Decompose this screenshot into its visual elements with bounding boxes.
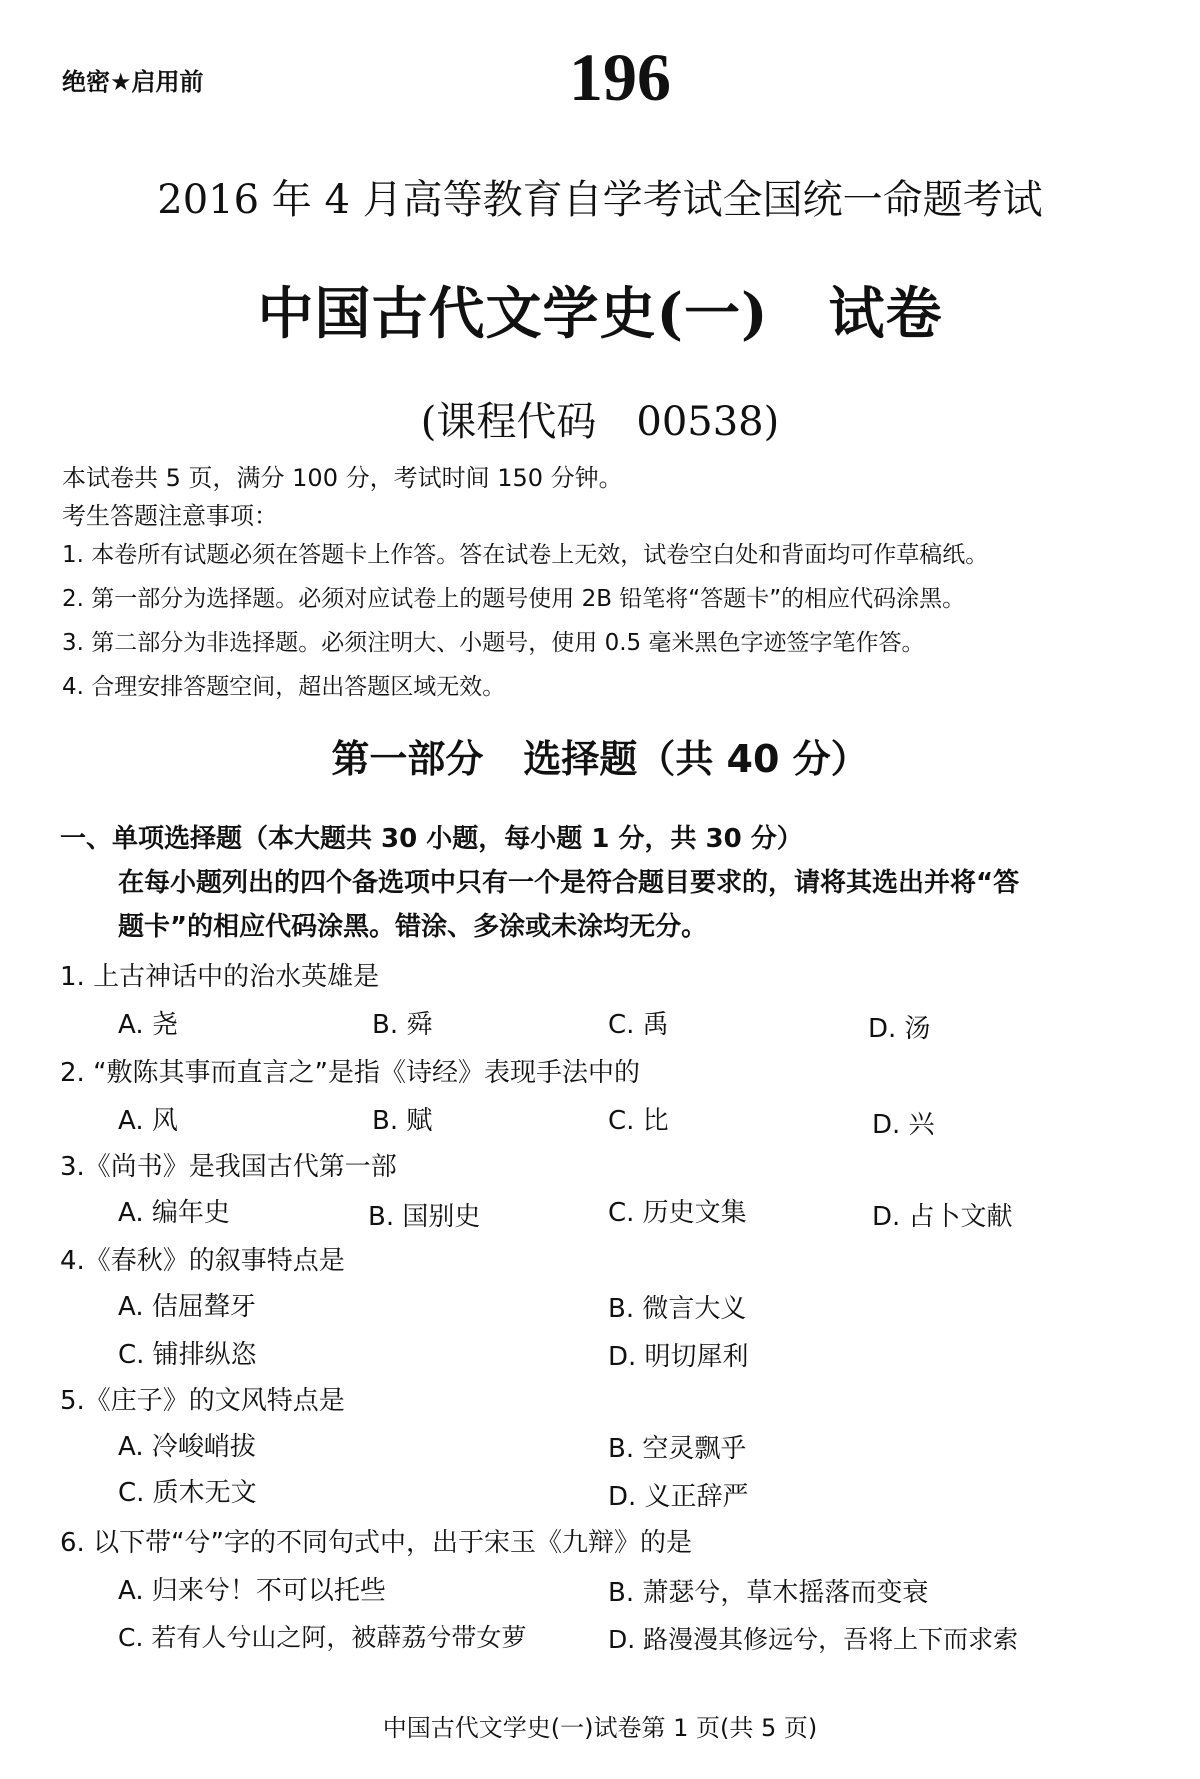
- paper-title: [0, 270, 1200, 350]
- question-stem: 3.《尚书》是我国古代第一部: [60, 1152, 397, 1182]
- section-heading: 一、单项选择题（本大题共 30 小题，每小题 1 分，共 30 分）: [60, 824, 803, 854]
- option-d: D. 汤: [868, 1014, 931, 1044]
- question-stem: 6. 以下带“兮”字的不同句式中，出于宋玉《九辩》的是: [60, 1528, 693, 1558]
- page-footer: 中国古代文学史(一)试卷第 1 页(共 5 页): [382, 1714, 818, 1742]
- question-stem: 5.《庄子》的文风特点是: [60, 1386, 345, 1416]
- paper-summary: 本试卷共 5 页，满分 100 分，考试时间 150 分钟。: [62, 464, 623, 492]
- option-a: A. 归来兮！不可以托些: [118, 1576, 386, 1606]
- notice-item: 4. 合理安排答题空间，超出答题区域无效。: [62, 674, 506, 700]
- option-b: B. 空灵飘乎: [608, 1434, 747, 1464]
- option-c: C. 若有人兮山之阿，被薜荔兮带女萝: [118, 1623, 527, 1652]
- option-b: B. 赋: [372, 1106, 433, 1136]
- option-a: A. 佶屈聱牙: [118, 1292, 256, 1322]
- paper-title-main: 中国古代文学史(一): [257, 281, 769, 347]
- option-a: A. 编年史: [118, 1198, 230, 1228]
- part1-title: 选择题（共 40 分）: [523, 737, 869, 781]
- option-a: A. 尧: [118, 1010, 178, 1040]
- option-d: D. 路漫漫其修远兮，吾将上下而求索: [608, 1625, 1019, 1654]
- question-stem: 2. “敷陈其事而直言之”是指《诗经》表现手法中的: [60, 1058, 641, 1088]
- option-a: A. 风: [118, 1106, 178, 1136]
- section-instructions: 在每小题列出的四个备选项中只有一个是符合题目要求的，请将其选出并将“答: [118, 868, 1020, 898]
- question-stem: 1. 上古神话中的治水英雄是: [60, 962, 380, 992]
- paper-code: 196: [569, 39, 671, 115]
- course-code: 00538): [636, 399, 780, 445]
- option-c: C. 质木无文: [118, 1478, 257, 1508]
- exam-title: 2016 年 4 月高等教育自学考试全国统一命题考试: [157, 177, 1043, 223]
- part1-label: 第一部分: [331, 737, 484, 781]
- notice-item: 3. 第二部分为非选择题。必须注明大、小题号，使用 0.5 毫米黑色字迹签字笔作答。: [62, 630, 925, 656]
- option-d: D. 占卜文献: [872, 1202, 1013, 1232]
- section-instructions: 题卡”的相应代码涂黑。错涂、多涂或未涂均无分。: [118, 912, 708, 942]
- course-code-line: [0, 390, 1200, 447]
- option-c: C. 比: [608, 1106, 669, 1136]
- option-b: B. 舜: [372, 1010, 433, 1040]
- notice-item: 1. 本卷所有试题必须在答题卡上作答。答在试卷上无效，试卷空白处和背面均可作草稿纸。: [62, 542, 989, 568]
- option-c: C. 铺排纵恣: [118, 1340, 257, 1370]
- option-b: B. 微言大义: [608, 1294, 747, 1324]
- notice-title: 考生答题注意事项：: [62, 502, 278, 530]
- option-d: D. 兴: [872, 1110, 935, 1140]
- option-d: D. 义正辞严: [608, 1482, 749, 1512]
- paper-title-suffix: 试卷: [828, 281, 943, 347]
- option-a: A. 冷峻峭拔: [118, 1432, 256, 1462]
- option-b: B. 萧瑟兮，草木摇落而变衰: [608, 1578, 929, 1608]
- option-c: C. 历史文集: [608, 1198, 747, 1228]
- option-c: C. 禹: [608, 1010, 669, 1040]
- part1-heading: [0, 728, 1200, 783]
- secret-mark: 绝密★启用前: [62, 68, 204, 96]
- option-d: D. 明切犀利: [608, 1342, 749, 1372]
- notice-item: 2. 第一部分为选择题。必须对应试卷上的题号使用 2B 铅笔将“答题卡”的相应代码涂黑。: [62, 586, 966, 612]
- question-stem: 4.《春秋》的叙事特点是: [60, 1246, 345, 1276]
- option-b: B. 国别史: [368, 1202, 481, 1232]
- course-label: (课程代码: [420, 399, 597, 445]
